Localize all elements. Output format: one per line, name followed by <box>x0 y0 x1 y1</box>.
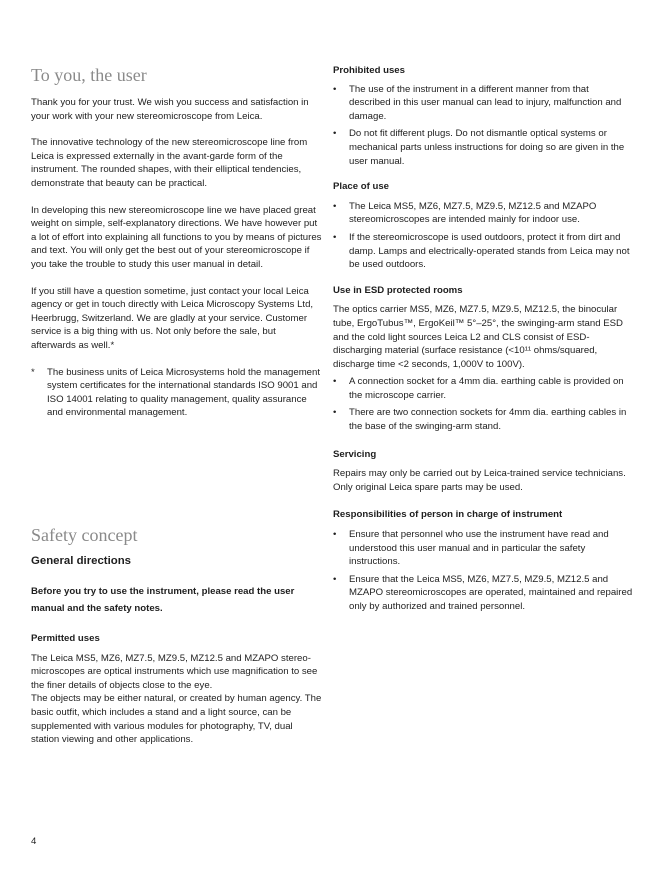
intro-paragraph-4: If you still have a question sometime, just contact your local Leica agency or get in touch directly with Leica Microscopy Systems Ltd, Heerbrugg, Switzerland. We are gladly at your service. Customer service is a big thing with us. Not only before the sale, but afterwards as well.* <box>31 285 314 351</box>
bullet: • <box>333 128 337 140</box>
list-item: • If the stereomicroscope is used outdoors, protect it from dirt and damp. Lamps and electrically-operated stands from Leica may not be used outdoors. <box>333 231 630 271</box>
section-title-user: To you, the user <box>31 65 147 85</box>
list-item: • The Leica MS5, MZ6, MZ7.5, MZ9.5, MZ12.5 and MZAPO stereomicroscopes are intended mainly for indoor use. <box>333 200 597 226</box>
permitted-uses-heading: Permitted uses <box>31 633 100 644</box>
bullet: • <box>333 376 337 388</box>
list-item: • A connection socket for a 4mm dia. earthing cable is provided on the microscope carrier. <box>333 376 624 401</box>
read-manual-note: Before you try to use the instrument, please read the user manual and the safety notes. <box>31 586 295 614</box>
prohibited-uses-heading: Prohibited uses <box>333 65 405 76</box>
list-item: • Ensure that personnel who use the instrument have read and understood this user manual and in particular the safety instructions. <box>333 529 609 568</box>
footnote-text: The business units of Leica Microsystems hold the management system certificates for the international standards ISO 9001 and ISO 14001 relating to quality management, quality assurance and environmental management. <box>47 366 321 419</box>
intro-paragraph-3: In developing this new stereomicroscope line we have placed great weight on simple, self-explanatory directions. We have however put a lot of effort into explaining all functions to you by means of pictures and text. You will only get the best out of your stereomicroscope if you take the trouble to study this user manual in detail. <box>31 204 322 270</box>
responsibilities-heading: Responsibilities of person in charge of instrument <box>333 509 563 521</box>
bullet: • <box>333 231 337 243</box>
bullet: • <box>333 407 337 419</box>
list-item: • The use of the instrument in a different manner from that described in this user manual can lead to injury, malfunction and damage. <box>333 83 622 122</box>
place-of-use-list <box>333 200 633 272</box>
bullet: • <box>333 573 337 585</box>
place-of-use-heading: Place of use <box>333 181 389 193</box>
safety-section <box>31 524 323 747</box>
servicing-heading: Servicing <box>333 448 377 460</box>
permitted-uses-text-2: The objects may be either natural, or created by human agency. The basic outfit, which includes a stand and a light source, can be supplemented with various modules for photography, TV, dual station viewing and other applications. <box>31 693 322 746</box>
bullet: • <box>333 83 337 95</box>
esd-list <box>333 375 633 433</box>
esd-text: The optics carrier MS5, MZ6, MZ7.5, MZ9.5, MZ12.5, the binocular tube, ErgoTubus™, ErgoKeil™ 5°–25°, the swinging-arm stand ESD and the cold light sources Leica L2 and CLS consist of ESD-discharging material (surface resistance (<10¹¹ ohms/squared, discharge time <2 seconds, 1,000V to 100V). <box>333 304 623 370</box>
permitted-uses-text-1: The Leica MS5, MZ6, MZ7.5, MZ9.5, MZ12.5 and MZAPO stereo-microscopes are optical instruments which use magnification to see the finer details of objects close to the eye. <box>31 652 318 691</box>
general-directions-heading: General directions <box>31 555 132 567</box>
left-column <box>31 64 323 420</box>
servicing-text: Repairs may only be carried out by Leica-trained service technicians. Only original Leica spare parts may be used. <box>333 468 626 493</box>
intro-paragraph-2: The innovative technology of the new stereomicroscope line from Leica is expressed externally in the avant-garde form of the instrument. The rounded shapes, with their elliptical tendencies, demonstrate that beauty can be practical. <box>31 137 308 189</box>
prohibited-uses-list <box>333 83 633 169</box>
list-item: • There are two connection sockets for 4mm dia. earthing cables in the base of the swinging-arm stand. <box>333 407 627 433</box>
bullet: • <box>333 529 337 541</box>
page-number: 4 <box>31 836 37 847</box>
intro-paragraph-1: Thank you for your trust. We wish you success and satisfaction in your work with your new stereomicroscope from Leica. <box>31 97 309 122</box>
right-column <box>333 64 633 618</box>
esd-heading: Use in ESD protected rooms <box>333 284 463 296</box>
section-title-safety: Safety concept <box>31 525 138 545</box>
footnote-mark: * <box>31 366 35 378</box>
list-item: • Ensure that the Leica MS5, MZ6, MZ7.5, MZ9.5, MZ12.5 and MZAPO stereomicroscopes are operated, maintained and repaired only by authorized and trained personnel. <box>333 573 633 612</box>
responsibilities-list <box>333 528 633 614</box>
list-item: • Do not fit different plugs. Do not dismantle optical systems or mechanical parts unless instructions for doing so are given in the user manual. <box>333 128 625 167</box>
bullet: • <box>333 200 337 212</box>
footnote <box>31 366 323 420</box>
